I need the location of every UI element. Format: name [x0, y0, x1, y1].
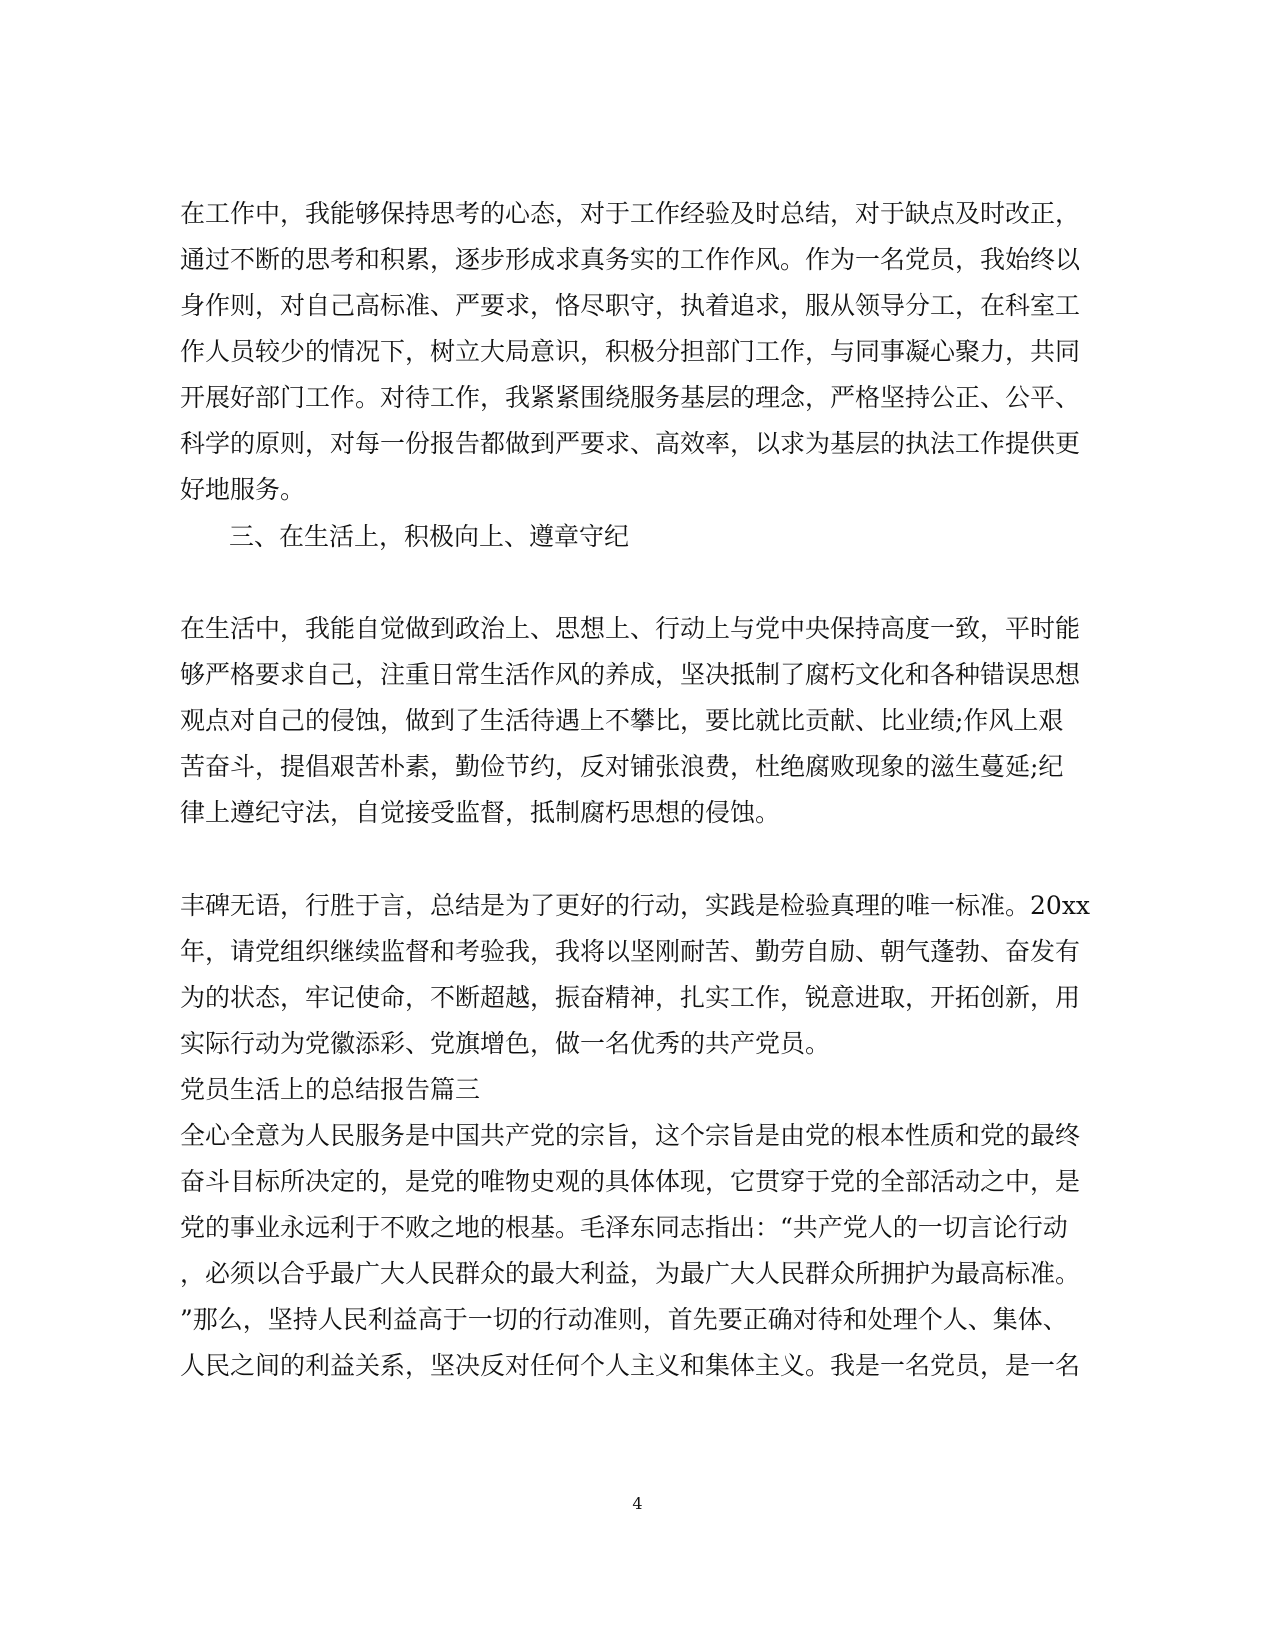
text-line: 身作则，对自己高标准、严要求，恪尽职守，执着追求，服从领导分工，在科室工: [180, 291, 1081, 320]
text-line: 实际行动为党徽添彩、党旗增色，做一名优秀的共产党员。: [180, 1029, 831, 1058]
text-line: 律上遵纪守法，自觉接受监督，抵制腐朽思想的侵蚀。: [180, 798, 781, 827]
text-line: ”那么，坚持人民利益高于一切的行动准则，首先要正确对待和处理个人、集体、: [180, 1305, 1068, 1334]
text-line: 奋斗目标所决定的，是党的唯物史观的具体体现，它贯穿于党的全部活动之中，是: [180, 1167, 1081, 1196]
text-line: 苦奋斗，提倡艰苦朴素，勤俭节约，反对铺张浪费，杜绝腐败现象的滋生蔓延;纪: [180, 752, 1064, 781]
text-line: 好地服务。: [180, 475, 306, 504]
text-line: 观点对自己的侵蚀，做到了生活待遇上不攀比，要比就比贡献、比业绩;作风上艰: [180, 706, 1064, 735]
text-line: 作人员较少的情况下，树立大局意识，积极分担部门工作，与同事凝心聚力，共同: [180, 337, 1081, 366]
text-line: 通过不断的思考和积累，逐步形成求真务实的工作作风。作为一名党员，我始终以: [180, 245, 1081, 274]
text-line: 年，请党组织继续监督和考验我，我将以坚刚耐苦、勤劳自励、朝气蓬勃、奋发有: [180, 937, 1081, 966]
text-line: 在工作中，我能够保持思考的心态，对于工作经验及时总结，对于缺点及时改正，: [180, 199, 1081, 228]
text-line: 科学的原则，对每一份报告都做到严要求、高效率，以求为基层的执法工作提供更: [180, 429, 1081, 458]
text-line: 够严格要求自己，注重日常生活作风的养成，坚决抵制了腐朽文化和各种错误思想: [180, 660, 1081, 689]
article-title: 党员生活上的总结报告篇三: [180, 1075, 481, 1104]
text-line: 在生活中，我能自觉做到政治上、思想上、行动上与党中央保持高度一致，平时能: [180, 614, 1081, 643]
text-line: 为的状态，牢记使命，不断超越，振奋精神，扎实工作，锐意进取，开拓创新，用: [180, 983, 1081, 1012]
text-line: 全心全意为人民服务是中国共产党的宗旨，这个宗旨是由党的根本性质和党的最终: [180, 1121, 1081, 1150]
page-number: 4: [632, 1494, 643, 1513]
text-line: ，必须以合乎最广大人民群众的最大利益，为最广大人民群众所拥护为最高标准。: [180, 1259, 1081, 1288]
text-line: 人民之间的利益关系，坚决反对任何个人主义和集体主义。我是一名党员，是一名: [180, 1351, 1081, 1380]
text-line: 丰碑无语，行胜于言，总结是为了更好的行动，实践是检验真理的唯一标准。20xx: [180, 891, 1091, 920]
section-heading: 三、在生活上，积极向上、遵章守纪: [229, 522, 630, 551]
text-line: 开展好部门工作。对待工作，我紧紧围绕服务基层的理念，严格坚持公正、公平、: [180, 383, 1081, 412]
text-line: 党的事业永远利于不败之地的根基。毛泽东同志指出：“共产党人的一切言论行动: [180, 1213, 1068, 1242]
